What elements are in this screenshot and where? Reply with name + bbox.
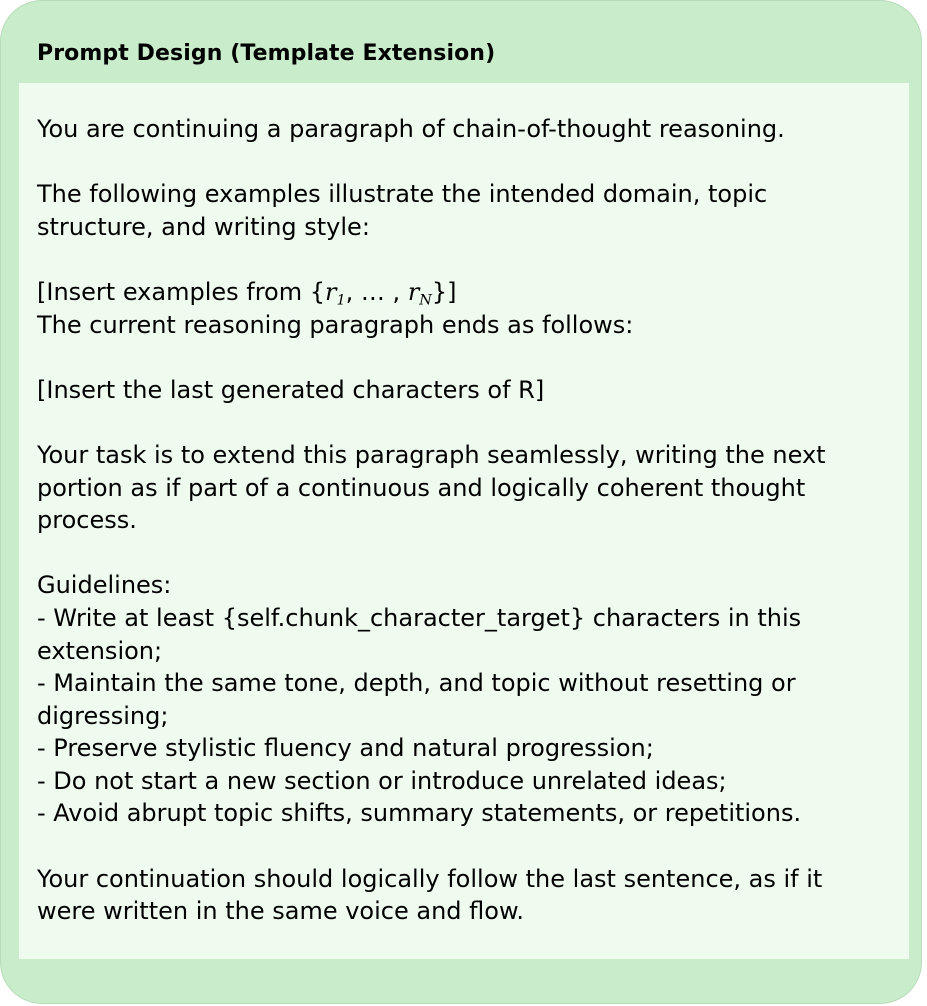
guideline-line: - Avoid abrupt topic shifts, summary statements, or repetitions. (37, 799, 802, 828)
prompt-text (37, 113, 899, 960)
guideline-line: - Maintain the same tone, depth, and topic without resetting or (37, 669, 796, 698)
closing-line: were written in the same voice and flow. (37, 897, 525, 926)
guidelines-paragraph (37, 569, 899, 830)
math-rN-var: r (407, 277, 420, 306)
insert-last-paragraph (37, 374, 899, 407)
math-r1-sub: 1 (336, 292, 346, 309)
guideline-line: - Do not start a new section or introduce unrelated ideas; (37, 766, 727, 795)
math-rN-sub: N (419, 292, 432, 309)
math-rN (407, 277, 432, 309)
intro-paragraph (37, 113, 899, 146)
intro-line: You are continuing a paragraph of chain-of-thought reasoning. (37, 115, 785, 143)
insert-paragraph (37, 276, 899, 341)
examples-intro-line: structure, and writing style: (37, 212, 370, 241)
examples-intro-paragraph (37, 178, 899, 243)
prompt-panel (19, 83, 909, 959)
insert-examples-suffix: }] (431, 277, 457, 306)
current-ends-line: The current reasoning paragraph ends as follows: (37, 310, 634, 339)
closing-paragraph (37, 863, 899, 928)
insert-last-line: [Insert the last generated characters of R] (37, 375, 545, 404)
task-paragraph (37, 439, 899, 537)
math-r1-var: r (325, 277, 337, 306)
closing-line: Your continuation should logically follow the last sentence, as if it (37, 864, 823, 893)
math-separator: , … , (345, 277, 408, 306)
task-line: portion as if part of a continuous and logically coherent thought (37, 473, 806, 502)
guideline-line: - Write at least {self.chunk_character_target} characters in this (37, 603, 802, 632)
insert-examples-line (37, 276, 899, 309)
task-line: Your task is to extend this paragraph seamlessly, writing the next (37, 440, 826, 469)
guideline-line: extension; (37, 636, 163, 665)
guidelines-heading: Guidelines: (37, 571, 172, 600)
math-r1 (325, 277, 346, 309)
examples-intro-line: The following examples illustrate the intended domain, topic (37, 180, 768, 209)
guideline-line: - Preserve stylistic fluency and natural progression; (37, 734, 654, 763)
task-line: process. (37, 506, 137, 535)
insert-examples-prefix: [Insert examples from { (37, 277, 326, 306)
guideline-line: digressing; (37, 701, 169, 730)
card-title: Prompt Design (Template Extension) (37, 41, 496, 66)
